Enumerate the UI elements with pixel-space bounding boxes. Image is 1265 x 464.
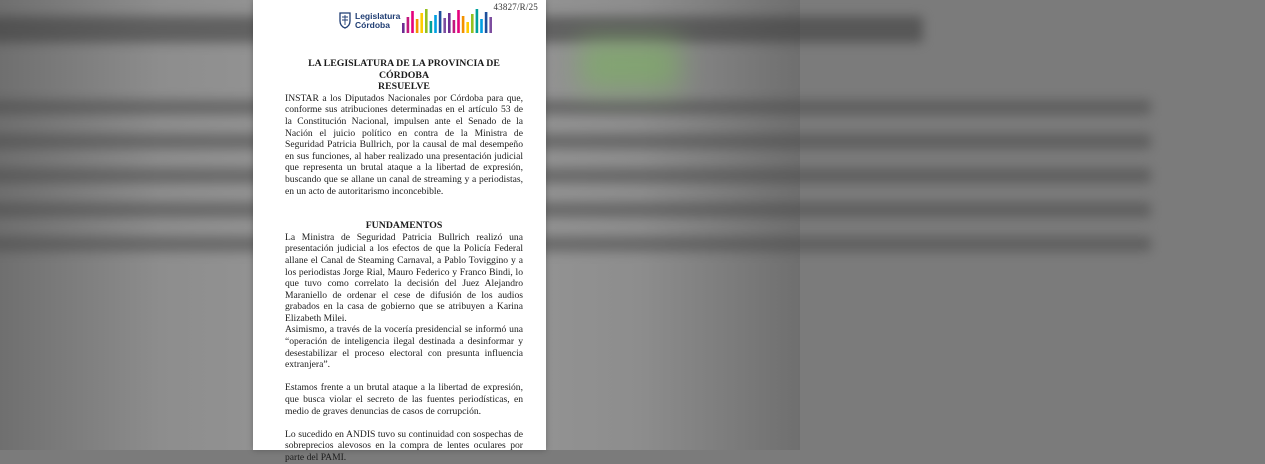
blurred-green-shape [580, 40, 680, 90]
logo-bar [439, 11, 442, 33]
logo-bar [407, 17, 410, 33]
logo-bar [480, 19, 483, 33]
logo-bar [457, 10, 460, 33]
logo-bar [416, 19, 419, 33]
logo-bar [402, 23, 405, 33]
logo-org-line2: Córdoba [355, 20, 390, 30]
logo-bar [430, 21, 433, 33]
seal-icon [338, 11, 352, 29]
logo-bar [489, 17, 492, 33]
fundamentos-paragraph-4: Lo sucedido en ANDIS tuvo su continuidad con sospechas de sobreprecios alevosos en la compra de lentes oculares por parte del PAMI. [285, 428, 523, 463]
logo-bar [425, 9, 428, 33]
resolution-paragraph: INSTAR a los Diputados Nacionales por Córdoba para que, conforme sus atribuciones determinadas en el artículo 53 de la Constitución Nacional, impulsen ante el Senado de la Nación el juicio político en contra de la Ministra de Seguridad Patricia Bullrich, por la causal de mal desempeño en sus funciones, al haber realizado una presentación judicial que representa un brutal ataque a la libertad de expresión, buscando que se allane un canal de streaming y a periodistas, en un acto de autoritarismo inconcebible. [285, 92, 523, 197]
logo-bar [434, 15, 437, 33]
document-page [253, 0, 546, 463]
fundamentos-paragraph-2: Asimismo, a través de la vocería presidencial se informó una “operación de inteligencia ilegal destinada a desinformar y desestabilizar el proceso electoral con presunta influencia extranjera”. [285, 324, 523, 371]
fundamentos-heading: FUNDAMENTOS [365, 220, 443, 232]
document-body [285, 58, 523, 464]
logo-bar [453, 20, 456, 33]
document-reference: 43827/R/25 [493, 2, 538, 12]
legislatura-logo [338, 8, 498, 36]
resolve-heading: RESUELVE [378, 81, 430, 93]
logo-bar [462, 16, 465, 33]
heading-line2: CÓRDOBA [378, 69, 430, 81]
heading-line1: LA LEGISLATURA DE LA PROVINCIA DE [308, 58, 500, 69]
color-bars-icon [402, 8, 496, 34]
logo-bar [476, 9, 479, 33]
logo-bar [420, 13, 423, 33]
logo-bar [448, 13, 451, 33]
logo-bar [471, 14, 474, 33]
fundamentos-paragraph-3: Estamos frente a un brutal ataque a la libertad de expresión, que busca violar el secreto de las fuentes periodísticas, en medio de graves denuncias de casos de corrupción. [285, 382, 523, 417]
logo-org-line1: Legislatura [355, 11, 401, 21]
fundamentos-paragraph-1: La Ministra de Seguridad Patricia Bullrich realizó una presentación judicial a los efectos de que la Policía Federal allane el Canal de Steaming Carnaval, a Pablo Toviggino y a los periodistas Jorge Rial, Mauro Federico y Franco Bindi, lo que tuvo como correlato la decisión del Juez Alejandro Maraniello de ordenar el cese de difusión de los audios grabados en la casa de gobierno que se atribuyen a Karina Elizabeth Milei. [285, 231, 523, 324]
logo-bar [466, 22, 469, 33]
logo-bar [443, 18, 446, 33]
logo-bar [485, 12, 488, 33]
logo-bar [411, 11, 414, 33]
